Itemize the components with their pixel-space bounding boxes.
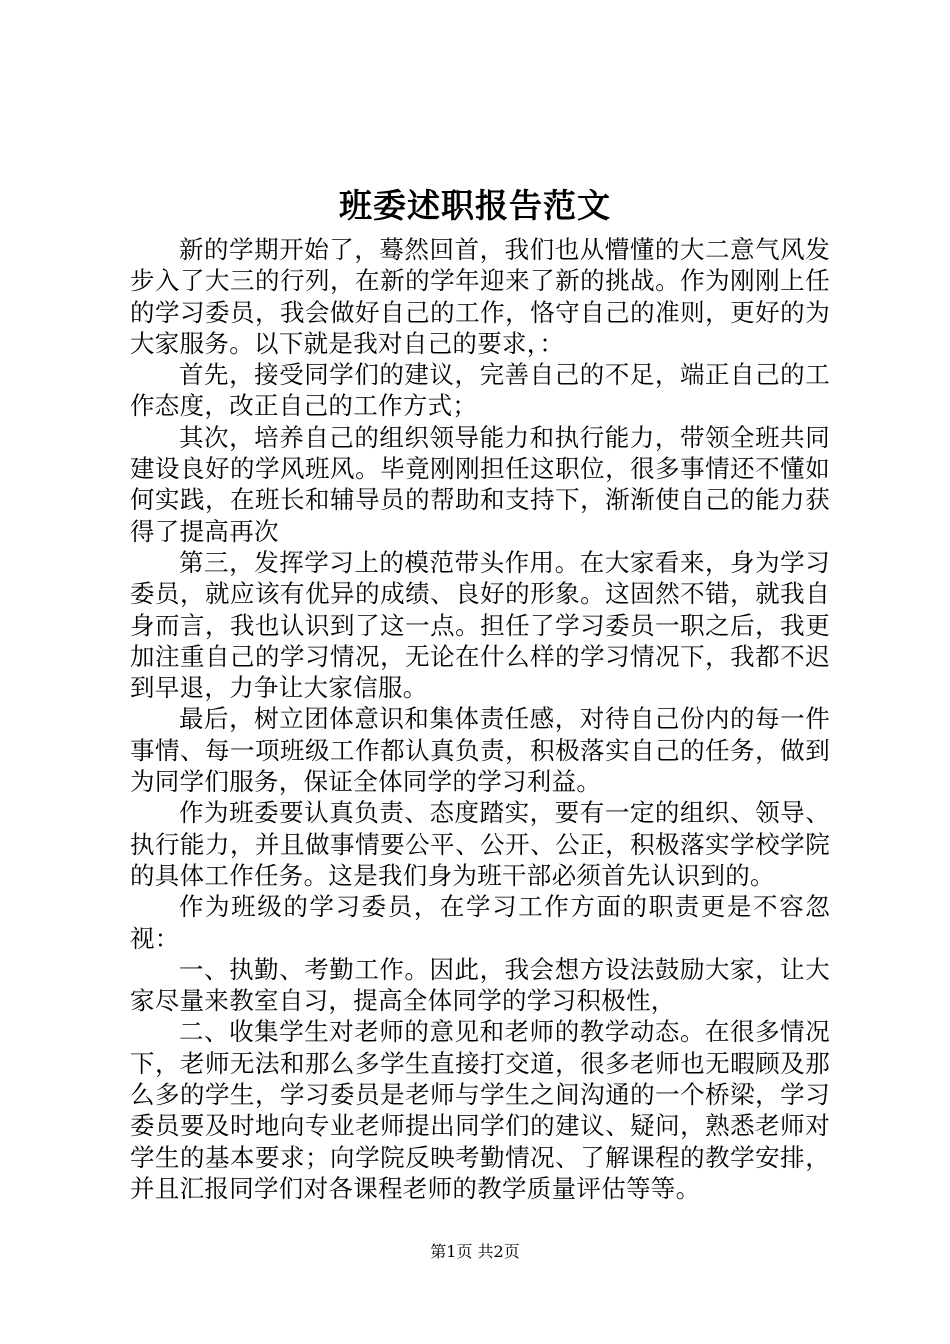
paragraph-duty: 作为班委要认真负责、态度踏实，要有一定的组织、领导、执行能力，并且做事情要公平、公开、公正，积极落实学校学院的具体工作任务。这是我们身为班干部必须首先认识到的。: [130, 798, 830, 890]
paragraph-responsibility: 作为班级的学习委员，在学习工作方面的职责更是不容忽视：: [130, 892, 830, 953]
paragraph-item-two: 二、收集学生对老师的意见和老师的教学动态。在很多情况下，老师无法和那么多学生直接打交道，很多老师也无暇顾及那么多的学生，学习委员是老师与学生之间沟通的一个桥梁，学习委员要及时地向专业老师提出同学们的建议、疑问，熟悉老师对学生的基本要求；向学院反映考勤情况、了解课程的教学安排，并且汇报同学们对各课程老师的教学质量评估等等。: [130, 1017, 830, 1203]
paragraph-first: 首先，接受同学们的建议，完善自己的不足，端正自己的工作态度，改正自己的工作方式；: [130, 360, 830, 421]
paragraph-second: 其次，培养自己的组织领导能力和执行能力，带领全班共同建设良好的学风班风。毕竟刚刚担任这职位，很多事情还不懂如何实践，在班长和辅导员的帮助和支持下，渐渐使自己的能力获得了提高再次: [130, 422, 830, 546]
paragraph-item-one: 一、执勤、考勤工作。因此，我会想方设法鼓励大家，让大家尽量来教室自习，提高全体同学的学习积极性，: [130, 954, 830, 1016]
paragraph-third: 第三，发挥学习上的模范带头作用。在大家看来，身为学习委员，就应该有优异的成绩、良好的形象。这固然不错，就我自身而言，我也认识到了这一点。担任了学习委员一职之后，我更加注重自己的学习情况，无论在什么样的学习情况下，我都不迟到早退，力争让大家信服。: [130, 547, 830, 703]
page-footer: 第1页 共2页: [430, 1242, 520, 1261]
document-title: 班委述职报告范文: [339, 186, 611, 225]
document-body: [130, 234, 830, 1204]
paragraph-intro: 新的学期开始了，蓦然回首，我们也从懵懂的大二意气风发步入了大三的行列，在新的学年迎来了新的挑战。作为刚刚上任的学习委员，我会做好自己的工作，恪守自己的准则，更好的为大家服务。以下就是我对自己的要求，：: [130, 235, 830, 358]
paragraph-last: 最后，树立团体意识和集体责任感，对待自己份内的每一件事情、每一项班级工作都认真负责，积极落实自己的任务，做到为同学们服务，保证全体同学的学习利益。: [130, 704, 830, 797]
